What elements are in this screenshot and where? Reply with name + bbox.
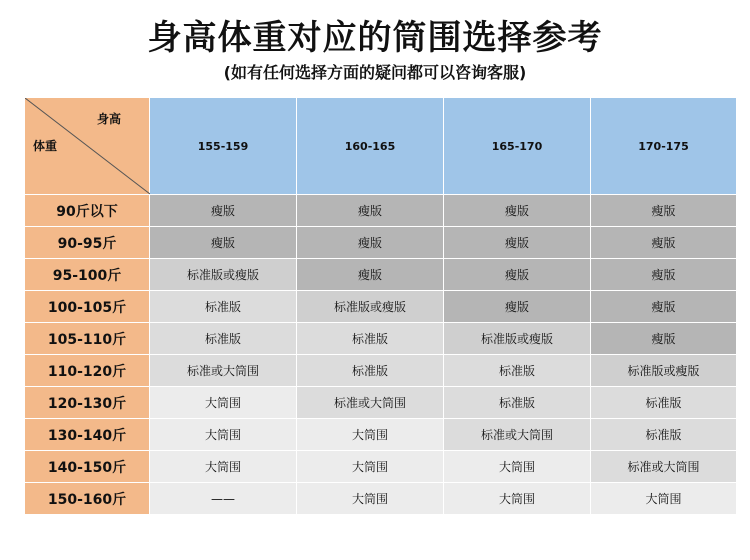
size-cell: 大筒围 <box>444 483 591 515</box>
size-cell: 瘦版 <box>297 195 444 227</box>
size-cell: 瘦版 <box>591 195 737 227</box>
size-reference-table <box>24 97 737 515</box>
column-header: 160-165 <box>297 98 444 195</box>
table-row <box>25 259 737 291</box>
size-cell: 标准版 <box>591 419 737 451</box>
weight-row-label: 140-150斤 <box>25 451 150 483</box>
column-header: 170-175 <box>591 98 737 195</box>
table-row <box>25 387 737 419</box>
size-cell: 瘦版 <box>297 259 444 291</box>
table-row <box>25 291 737 323</box>
weight-row-label: 130-140斤 <box>25 419 150 451</box>
size-cell: 标准版 <box>444 387 591 419</box>
size-cell: 瘦版 <box>444 195 591 227</box>
weight-row-label: 110-120斤 <box>25 355 150 387</box>
size-cell: 大筒围 <box>444 451 591 483</box>
size-cell: 标准版 <box>150 323 297 355</box>
corner-cell <box>25 98 150 195</box>
size-cell: 大筒围 <box>591 483 737 515</box>
size-cell: 标准版 <box>591 387 737 419</box>
size-cell: 标准版或瘦版 <box>591 355 737 387</box>
table-row <box>25 227 737 259</box>
table-row <box>25 355 737 387</box>
page-subtitle: (如有任何选择方面的疑问都可以咨询客服) <box>223 63 527 82</box>
weight-row-label: 90-95斤 <box>25 227 150 259</box>
page-title: 身高体重对应的筒围选择参考 <box>147 18 603 58</box>
size-cell: 瘦版 <box>591 227 737 259</box>
size-cell: 标准版 <box>150 291 297 323</box>
size-cell: 大筒围 <box>297 483 444 515</box>
table-row <box>25 483 737 515</box>
size-cell: 瘦版 <box>591 323 737 355</box>
weight-row-label: 95-100斤 <box>25 259 150 291</box>
table-row <box>25 323 737 355</box>
size-cell: 瘦版 <box>297 227 444 259</box>
size-cell: 标准或大筒围 <box>150 355 297 387</box>
size-cell: 瘦版 <box>591 259 737 291</box>
size-cell: 标准版或瘦版 <box>150 259 297 291</box>
size-cell: 大筒围 <box>150 451 297 483</box>
size-cell: 大筒围 <box>297 451 444 483</box>
column-header: 155-159 <box>150 98 297 195</box>
size-cell: 标准版 <box>444 355 591 387</box>
size-cell: 标准版或瘦版 <box>297 291 444 323</box>
table-row <box>25 195 737 227</box>
size-cell: 瘦版 <box>150 227 297 259</box>
size-cell: 瘦版 <box>591 291 737 323</box>
table-row <box>25 451 737 483</box>
size-cell: 标准版 <box>297 355 444 387</box>
size-cell: 标准或大筒围 <box>591 451 737 483</box>
weight-row-label: 105-110斤 <box>25 323 150 355</box>
size-cell: 标准版或瘦版 <box>444 323 591 355</box>
size-cell: 大筒围 <box>150 387 297 419</box>
size-cell: 标准或大筒围 <box>297 387 444 419</box>
weight-row-label: 150-160斤 <box>25 483 150 515</box>
header-row <box>25 98 737 195</box>
size-cell: 标准或大筒围 <box>444 419 591 451</box>
size-cell: 瘦版 <box>444 259 591 291</box>
size-cell: 瘦版 <box>444 227 591 259</box>
size-cell: —— <box>150 483 297 515</box>
weight-axis-label: 体重 <box>33 139 58 153</box>
size-cell: 瘦版 <box>444 291 591 323</box>
table-row <box>25 419 737 451</box>
weight-row-label: 90斤以下 <box>25 195 150 227</box>
column-header: 165-170 <box>444 98 591 195</box>
size-cell: 大筒围 <box>297 419 444 451</box>
height-axis-label: 身高 <box>96 112 121 126</box>
size-cell: 标准版 <box>297 323 444 355</box>
size-cell: 瘦版 <box>150 195 297 227</box>
weight-row-label: 100-105斤 <box>25 291 150 323</box>
weight-row-label: 120-130斤 <box>25 387 150 419</box>
size-cell: 大筒围 <box>150 419 297 451</box>
